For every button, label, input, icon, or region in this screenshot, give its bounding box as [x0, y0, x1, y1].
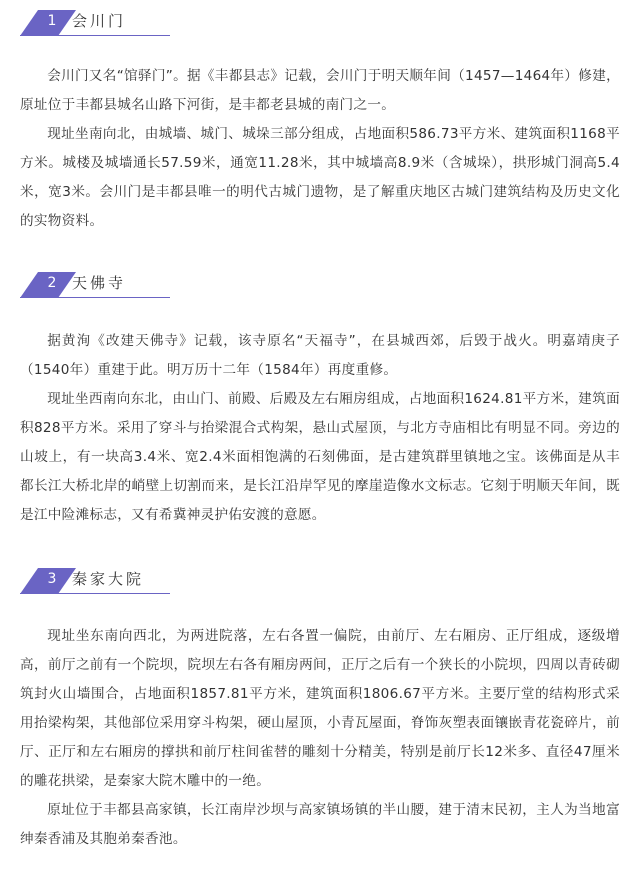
- section-header-3: [20, 566, 320, 594]
- paragraph: 据黄洵《改建天佛寺》记载，该寺原名“天福寺”，在县城西郊，后毁于战火。明嘉靖庚子（1540年）重建于此。明万历十二年（1584年）再度重修。: [20, 333, 620, 378]
- section-body-3: [20, 622, 620, 854]
- section-body-2: [20, 327, 620, 530]
- paragraph: 现址坐东南向西北，为两进院落，左右各置一偏院，由前厅、左右厢房、正厅组成，逐级增高，前厅之前有一个院坝，院坝左右各有厢房两间，正厅之后有一个狭长的小院坝，四周以青砖砌筑封火山墙围合，占地面积1857.81平方米，建筑面积1806.67平方米。主要厅堂的结构形式采用抬梁构架，其他部位采用穿斗构架，硬山屋顶，小青瓦屋面，脊饰灰塑表面镶嵌青花瓷碎片，前厅、正厅和左右厢房的撑拱和前厅柱间雀替的雕刻十分精美，特别是前厅长12米多、直径47厘米的雕花拱梁，是秦家大院木雕中的一绝。: [20, 628, 620, 789]
- section-number: 1: [47, 13, 57, 29]
- paragraph: 会川门又名“馆驿门”。据《丰都县志》记载，会川门于明天顺年间（1457—1464年）修建，原址位于丰都县城名山路下河街，是丰都老县城的南门之一。: [20, 68, 620, 113]
- section-badge-shape: [20, 8, 320, 36]
- paragraph: 原址位于丰都县高家镇，长江南岸沙坝与高家镇场镇的半山腰，建于清末民初，主人为当地富绅秦香浦及其胞弟秦香池。: [20, 802, 620, 847]
- section-number: 3: [47, 571, 57, 587]
- section-title: 天佛寺: [72, 274, 127, 292]
- section-badge-shape: [20, 566, 320, 594]
- section-body-1: [20, 62, 620, 236]
- section-header-1: [20, 8, 320, 36]
- paragraph: 现址坐南向北，由城墙、城门、城垛三部分组成，占地面积586.73平方米、建筑面积1168平方米。城楼及城墙通长57.59米，通宽11.28米，其中城墙高8.9米（含城垛），拱形城门洞高5.4米，宽3米。会川门是丰都县唯一的明代古城门遗物，是了解重庆地区古城门建筑结构及历史文化的实物资料。: [20, 126, 620, 229]
- section-badge-shape: [20, 270, 320, 298]
- section-title: 秦家大院: [72, 570, 145, 588]
- section-header-2: [20, 270, 320, 298]
- paragraph: 现址坐西南向东北，由山门、前殿、后殿及左右厢房组成，占地面积1624.81平方米，建筑面积828平方米。采用了穿斗与抬梁混合式构架，悬山式屋顶，与北方寺庙相比有明显不同。旁边的山坡上，有一块高3.4米、宽2.4米面相饱满的石刻佛面，是古建筑群里镇地之宝。该佛面是从丰都长江大桥北岸的峭壁上切割而来，是长江沿岸罕见的摩崖造像水文标志。它刻于明顺天年间，既是江中险滩标志，又有希冀神灵护佑安渡的意愿。: [20, 391, 620, 523]
- section-title: 会川门: [72, 12, 127, 30]
- section-number: 2: [47, 275, 57, 291]
